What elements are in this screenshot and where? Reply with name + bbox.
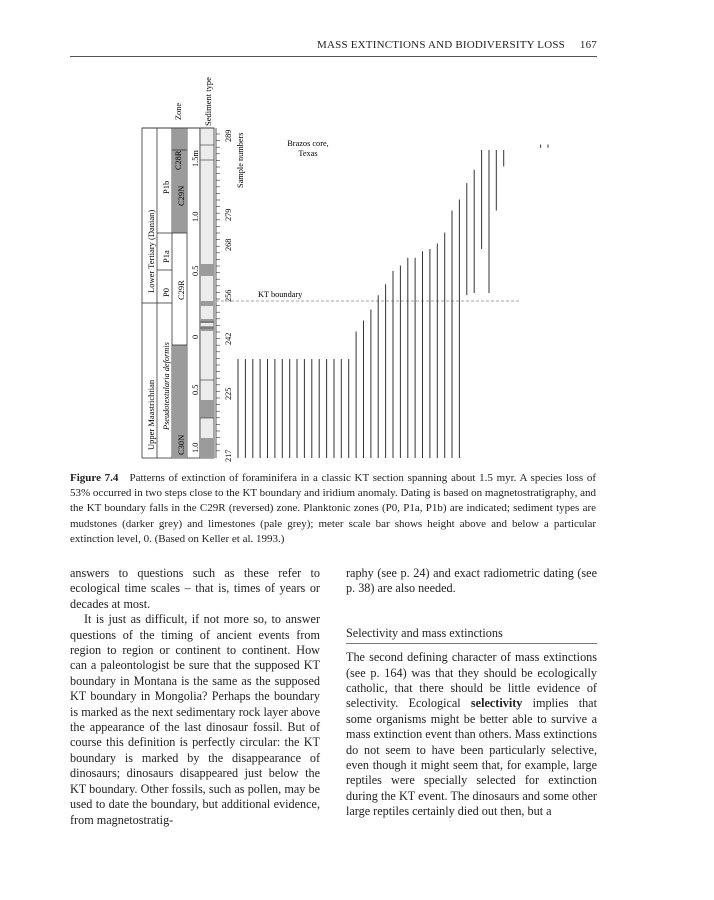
zone-label-pseudotextularia: Pseudotextularia deformis xyxy=(162,342,171,430)
figure-caption-text: Patterns of extinction of foraminifera in a classic KT section spanning about 1.5 myr. A species loss of 53% occurred in two steps close to the KT boundary and iridium anomaly. Dating is based on magnetostratigraphy, and the KT boundary falls in the C29R (reversed) zone. Planktonic zones (P0, P1a, P1b) are indicated; sediment types are mudstones (darker grey) and limestones (pale grey); meter scale bar shows height above and below a particular extinction level, 0. (Based on Keller et al. 1993.) xyxy=(70,472,596,545)
scale-label-1-5m: 1.5m xyxy=(191,150,200,167)
section-heading: Selectivity and mass extinctions xyxy=(346,626,597,644)
page-number: 167 xyxy=(579,39,597,51)
polarity-c28r xyxy=(172,128,187,150)
sample-column-label: Sample numbers xyxy=(236,132,245,188)
magneto-label-c29r: C29R xyxy=(176,280,186,300)
scale-label-0: 0 xyxy=(191,334,200,339)
right-paragraph-2-a: The second defining character of mass extinctions (see p. 164) was that they should be ecologically catholic, that there should be little evidence of selectivity. Ecological xyxy=(346,650,597,711)
sample-label-289: 289 xyxy=(224,129,233,142)
sample-ticks xyxy=(216,134,220,451)
right-paragraph-2 xyxy=(346,650,597,819)
zone-label-p1a: P1a xyxy=(161,250,171,263)
magneto-label-c28r: C28R xyxy=(174,150,183,170)
magneto-label-c30n: C30N xyxy=(176,434,186,455)
sample-label-225: 225 xyxy=(224,387,233,400)
stage-label-upper-maastrichtian: Upper Maastrichtian xyxy=(146,379,156,450)
stage-label-lower-tertiary: Lower Tertiary (Danian) xyxy=(146,209,156,293)
kt-boundary-label: KT boundary xyxy=(258,290,303,299)
selectivity-term: selectivity xyxy=(470,696,523,711)
scale-label-1-0-lower: 1.0 xyxy=(191,442,200,453)
left-column xyxy=(70,566,320,828)
sediment-column-label: Sediment type xyxy=(203,77,213,126)
sample-label-268: 268 xyxy=(224,238,233,251)
right-column xyxy=(346,566,597,820)
scale-label-0-5-upper: 0.5 xyxy=(191,265,200,276)
right-paragraph-2-b: implies that some organisms might be better able to survive a mass extinction event than others. Mass extinctions do not seem to have been particularly selective, even though it might seem that, for example, large reptiles were specially selected for extinction during the KT event. The dinosaurs and some other large reptiles certainly died out then, but a xyxy=(346,696,597,819)
mudstone-band-2 xyxy=(200,301,214,306)
zone-column-label: Zone xyxy=(174,102,183,120)
mudstone-band-4 xyxy=(200,326,214,331)
zone-label-p1b: P1b xyxy=(161,180,171,194)
figure-caption-label: Figure 7.4 xyxy=(70,472,119,484)
mudstone-band-5 xyxy=(200,400,214,418)
sample-label-279: 279 xyxy=(224,208,233,221)
sample-label-256: 256 xyxy=(224,289,233,302)
scale-label-0-5-lower: 0.5 xyxy=(191,384,200,395)
magneto-label-c29n: C29N xyxy=(176,185,186,206)
right-paragraph-1: raphy (see p. 24) and exact radiometric dating (see p. 38) are also needed. xyxy=(346,566,597,596)
mudstone-band-3 xyxy=(200,319,214,323)
zone-label-p0: P0 xyxy=(161,288,171,297)
sample-label-242: 242 xyxy=(224,332,233,345)
core-label-line-2: Texas xyxy=(298,149,318,158)
scale-label-1-0-upper: 1.0 xyxy=(191,211,200,222)
mudstone-band-1 xyxy=(200,264,214,276)
running-title: MASS EXTINCTIONS AND BIODIVERSITY LOSS xyxy=(317,39,565,51)
figure-caption xyxy=(70,471,596,547)
sample-label-217: 217 xyxy=(224,449,233,462)
mudstone-band-6 xyxy=(200,438,214,458)
core-label-line-1: Brazos core, xyxy=(287,139,329,148)
left-paragraph-1: answers to questions such as these refer to ecological time scales – that is, times of years or decades at most. xyxy=(70,566,320,611)
left-paragraph-2: It is just as difficult, if not more so, to answer questions of the timing of ancient events from region to region or continent to continent. How can a paleontologist be sure that the supposed KT boundary in Montana is the same as the supposed KT boundary in Mongolia? Perhaps the boundary is marked as the next sedimentary rock layer above the appearance of the last dinosaur fossil. But of course this definition is perfectly circular: the KT boundary is marked by the disappearance of dinosaurs; dinosaurs disappeared just below the KT boundary. Other fossils, such as pollen, may be used to date the boundary, but additional evidence, from magnetostratig- xyxy=(70,612,320,827)
